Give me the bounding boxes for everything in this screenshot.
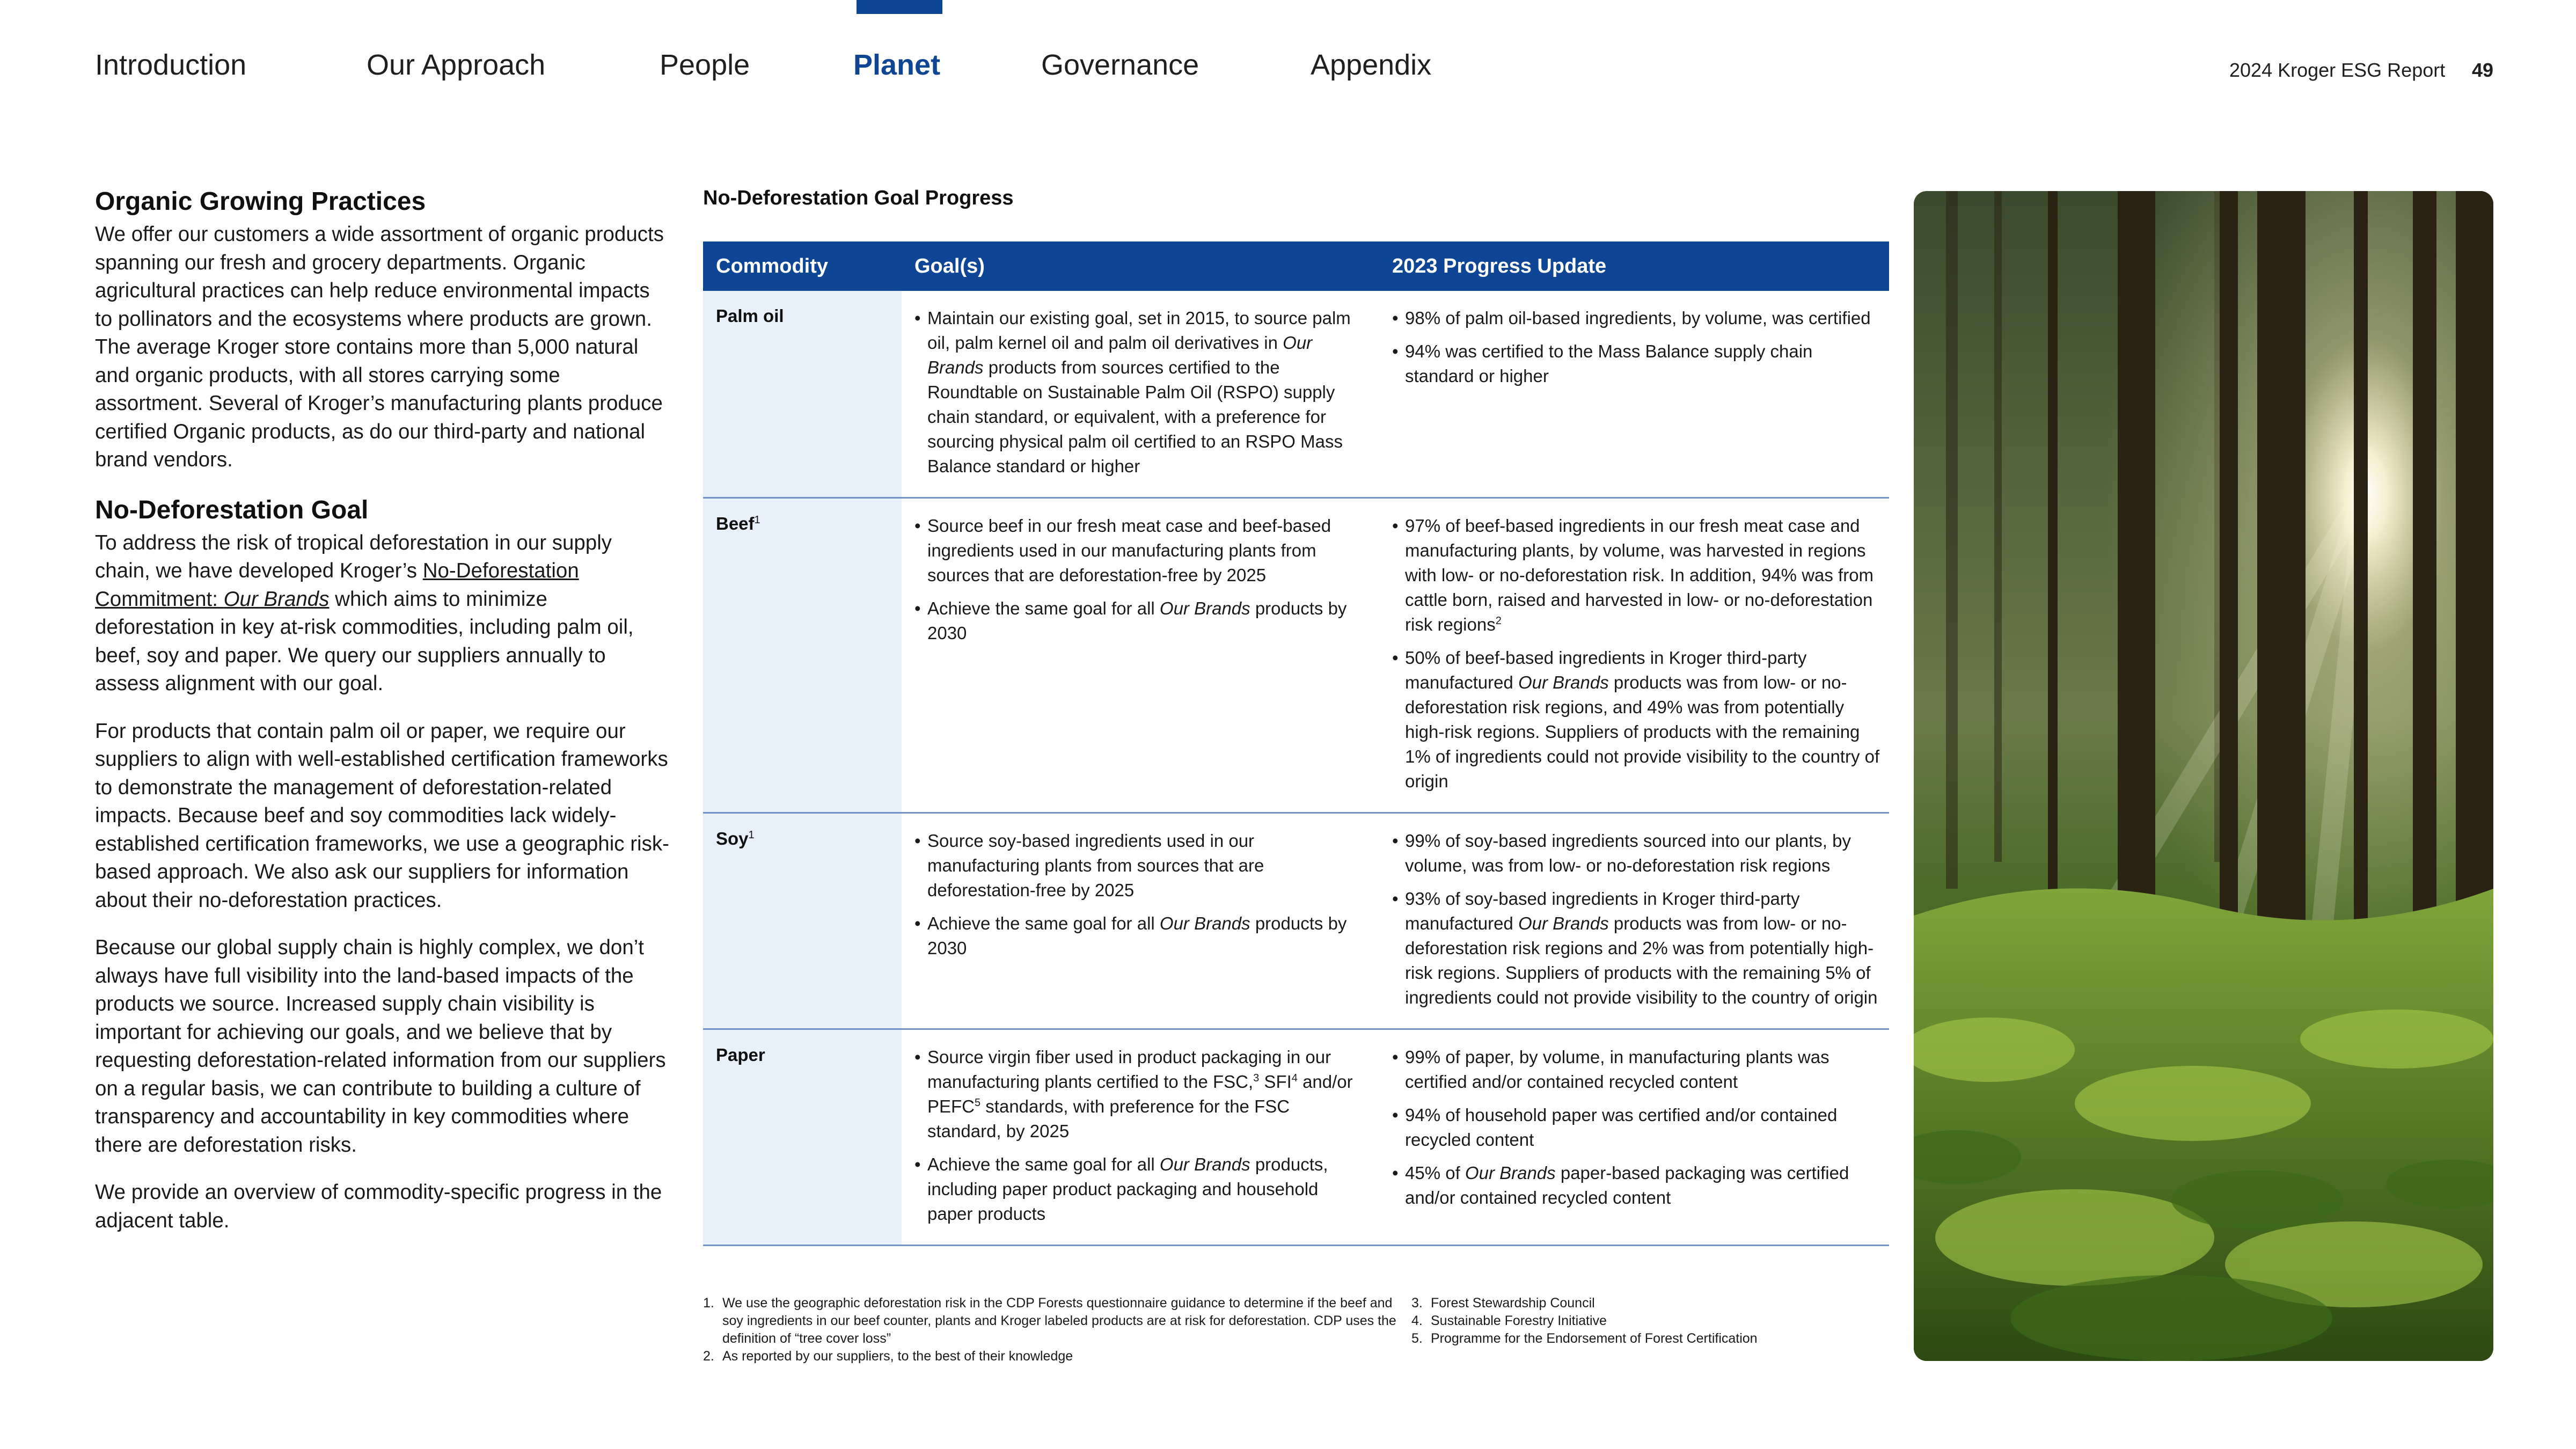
progress-table bbox=[703, 241, 1889, 1246]
goal-bullet: • Source soy-based ingredients used in our manufacturing plants from sources that are deforestation-free by 2025 bbox=[914, 829, 1361, 903]
top-navigation bbox=[0, 0, 2576, 107]
goals-cell bbox=[902, 499, 1379, 812]
goal-bullet: • Maintain our existing goal, set in 2015, to source palm oil, palm kernel oil and palm oil derivatives in Our Brands products from sources certified to the Roundtable on Sustainable Palm Oil (RSPO) supply chain standard, or equivalent, with a preference for sourcing physical palm oil certified to an RSPO Mass Balance standard or higher bbox=[914, 306, 1361, 479]
active-section-marker bbox=[857, 0, 942, 14]
forest-illustration bbox=[1914, 191, 2493, 1361]
table-row bbox=[703, 499, 1889, 814]
commodity-cell: Soy$^1$ bbox=[703, 814, 902, 1028]
page-number: 49 bbox=[2472, 59, 2494, 81]
goal-bullet: • Source virgin fiber used in product packaging in our manufacturing plants certified to the FSC,$^3$ SFI$^4$ and/or PEFC$^5$ standards, with preference for the FSC standard, by 2025 bbox=[914, 1045, 1361, 1144]
commodity-cell: Beef$^1$ bbox=[703, 499, 902, 812]
table-title: No-Deforestation Goal Progress bbox=[703, 187, 1014, 209]
progress-bullet: • 99% of soy-based ingredients sourced into our plants, by volume, was from low- or no-deforestation risk regions bbox=[1392, 829, 1884, 878]
nav-appendix[interactable]: Appendix bbox=[1311, 49, 1432, 81]
nav-introduction[interactable]: Introduction bbox=[95, 49, 247, 81]
progress-bullet: • 50% of beef-based ingredients in Kroger third-party manufactured Our Brands products was from low- or no-deforestation risk regions, and 49% was from potentially high-risk regions. Suppliers of products with the remaining 1% of ingredients could not provide visibility to the country of origin bbox=[1392, 646, 1884, 794]
table-row bbox=[703, 1030, 1889, 1246]
organic-heading: Organic Growing Practices bbox=[95, 187, 426, 216]
progress-bullet: • 45% of Our Brands paper-based packaging was certified and/or contained recycled content bbox=[1392, 1161, 1884, 1210]
nav-planet[interactable]: Planet bbox=[853, 49, 941, 81]
goals-cell bbox=[902, 1030, 1379, 1245]
goal-bullet: • Achieve the same goal for all Our Brands products by 2030 bbox=[914, 911, 1361, 961]
table-row bbox=[703, 291, 1889, 499]
commodity-cell: Palm oil bbox=[703, 291, 902, 497]
nav-governance[interactable]: Governance bbox=[1041, 49, 1199, 81]
no-deforestation-heading: No-Deforestation Goal bbox=[95, 495, 369, 524]
progress-cell bbox=[1379, 499, 1889, 812]
progress-bullet: • 97% of beef-based ingredients in our fresh meat case and manufacturing plants, by volume, was harvested in regions with low- or no-deforestation risk. In addition, 94% was from cattle born, raised and harvested in low- or no-deforestation risk regions$^2$ bbox=[1392, 514, 1884, 637]
goal-bullet: • Achieve the same goal for all Our Brands products by 2030 bbox=[914, 596, 1361, 646]
goal-bullet: • Source beef in our fresh meat case and beef-based ingredients used in our manufacturing plants from sources that are deforestation-free by 2025 bbox=[914, 514, 1361, 588]
forest-photo bbox=[1914, 191, 2493, 1361]
para-text: To address the risk of tropical deforestation in our supply chain, we have developed Kroger’s bbox=[95, 531, 612, 582]
para-text: which aims to minimize deforestation in key at-risk commodities, including palm oil, beef, soy and paper. We query our suppliers annually to assess alignment with our goal. bbox=[95, 587, 634, 695]
left-column bbox=[95, 185, 669, 1254]
progress-cell bbox=[1379, 1030, 1889, 1245]
header-commodity: Commodity bbox=[716, 254, 828, 277]
certification-paragraph: For products that contain palm oil or paper, we require our suppliers to align with well-established certification frameworks to demonstrate the management of deforestation-related impacts. Because beef and soy commodities lack widely-established certification frameworks, we use a geographic risk-based approach. We also ask our suppliers for information about their no-deforestation practices. bbox=[95, 719, 669, 912]
progress-bullet: • 94% of household paper was certified and/or contained recycled content bbox=[1392, 1103, 1884, 1152]
report-label: 2024 Kroger ESG Report bbox=[2229, 59, 2446, 81]
progress-bullet: • 94% was certified to the Mass Balance supply chain standard or higher bbox=[1392, 339, 1884, 389]
footnote: 2. As reported by our suppliers, to the best of their knowledge bbox=[703, 1349, 1073, 1364]
overview-paragraph: We provide an overview of commodity-specific progress in the adjacent table. bbox=[95, 1181, 662, 1232]
footnote: 3. Forest Stewardship Council bbox=[1411, 1296, 1595, 1311]
footnote: 1. We use the geographic deforestation risk in the CDP Forests questionnaire guidance to determine if the beef and soy ingredients in our beef counter, plants and Kroger labeled products are at risk for deforestation. CDP uses the definition of “tree cover loss” bbox=[703, 1296, 1396, 1346]
header-progress: 2023 Progress Update bbox=[1392, 254, 1607, 277]
goals-cell bbox=[902, 814, 1379, 1028]
link-text: No-Deforestation Commitment: bbox=[95, 559, 579, 611]
supply-chain-paragraph: Because our global supply chain is highly complex, we don’t always have full visibility into the land-based impacts of the products we source. Increased supply chain visibility is important for achieving our goals, and we believe that by requesting deforestation-related information from our suppliers on a regular basis, we can contribute to building a culture of transparency and accountability in key commodities where there are deforestation risks. bbox=[95, 936, 666, 1157]
organic-paragraph: We offer our customers a wide assortment of organic products spanning our fresh and grocery departments. Organic agricultural practices can help reduce environmental impacts to pollinators and the ecosystems where products are grown. The average Kroger store contains more than 5,000 natural and organic products, with all stores carrying some assortment. Several of Kroger’s manufacturing plants produce certified Organic products, as do our third-party and national brand vendors. bbox=[95, 223, 664, 471]
footnote: 4. Sustainable Forestry Initiative bbox=[1411, 1313, 1607, 1328]
footnote: 5. Programme for the Endorsement of Forest Certification bbox=[1411, 1331, 1758, 1346]
link-text-italic: Our Brands bbox=[223, 587, 330, 611]
footnotes bbox=[703, 1294, 1889, 1365]
table-header bbox=[703, 241, 1889, 291]
progress-bullet: • 93% of soy-based ingredients in Kroger third-party manufactured Our Brands products was from low- or no-deforestation risk regions and 2% was from potentially high-risk regions. Suppliers of products with the remaining 5% of ingredients could not provide visibility to the country of origin bbox=[1392, 887, 1884, 1010]
progress-bullet: • 99% of paper, by volume, in manufacturing plants was certified and/or contained recycled content bbox=[1392, 1045, 1884, 1094]
table-body bbox=[703, 291, 1889, 1246]
commodity-cell: Paper bbox=[703, 1030, 902, 1245]
progress-cell bbox=[1379, 291, 1889, 497]
no-deforestation-paragraph bbox=[95, 529, 669, 698]
table-row bbox=[703, 814, 1889, 1030]
goals-cell bbox=[902, 291, 1379, 497]
header-goals: Goal(s) bbox=[914, 254, 985, 277]
goal-bullet: • Achieve the same goal for all Our Brands products, including paper product packaging and household paper products bbox=[914, 1152, 1361, 1226]
progress-cell bbox=[1379, 814, 1889, 1028]
nav-our-approach[interactable]: Our Approach bbox=[367, 49, 546, 81]
progress-bullet: • 98% of palm oil-based ingredients, by volume, was certified bbox=[1392, 306, 1884, 331]
nav-people[interactable]: People bbox=[660, 49, 750, 81]
